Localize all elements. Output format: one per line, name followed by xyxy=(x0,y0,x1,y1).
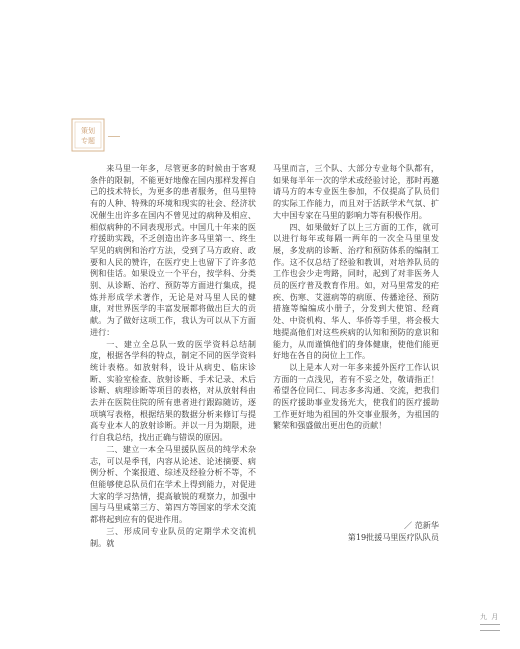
signature xyxy=(273,520,439,543)
seal-rule xyxy=(108,136,120,137)
paragraph: 来马里一年多，尽管更多的时候由于客观条件的限制，不能更好地像在国内那样发挥自己的技术特长，为更多的患者服务，但马里特有的人种、特殊的环境和现实的社会、经济状况催生出许多在国内不曾见过的病种及相应、相似病种的不同表现形式。中国几十年来的医疗援助实践，不乏创造出许多马里第一、终生罕见的病例和治疗方法，受到了马方政府、政要和人民的赞许，在医疗史上也留下了许多范例和佳话。如果设立一个平台，按学科、分类别、从诊断、治疗、预防等方面进行集成，提炼并形成学术著作，无论是对马里人民的健康，对世界医学的丰富发展都将做出巨大的贡献。为了做好这项工作，我认为可以从下方面进行： xyxy=(90,163,256,337)
paragraph: 四、如果做好了以上三方面的工作，就可以进行每年或每隔一两年的一次全马里里发展，多发病的诊断、治疗和预防体系的编制工作。这不仅总结了经验和教训，对培养队员的工作也会少走弯路，同时，起到了对非医务人员的医疗普及教育作用。如，对马里常发的疟疾、伤寒、艾滋病等的病原、传播途径、预防措施等编编成小册子，分发到大使馆、经商处、中资机构、华人、华侨等手里，将会极大地提高他们对这些疾病的认知和预防的意识和能力，从而谨慎他们的身体健康，使他们能更好地在各自的岗位上工作。 xyxy=(273,221,439,361)
corner-mark-bar xyxy=(480,624,500,631)
svg-text:专题: 专题 xyxy=(81,137,95,145)
paragraph: 马里而言，三个队、大部分专业每个队都有，如果每半年一次的学术或经验讨论，那时再邀请马方的本专业医生参加，不仅提高了队员们的实际工作能力，而且对于活跃学术气氛、扩大中国专家在马里的影响力等有积极作用。 xyxy=(273,163,439,220)
seal-graphic xyxy=(71,118,105,152)
paragraph: 以上是本人对一年多来援外医疗工作认识方面的一点浅见，若有不妥之处，敬请指正！希望各位同仁、同志多多沟通、交流，把我们的医疗援助事业发扬光大，使我们的医疗援助工作更好地为祖国的外交事业服务，为祖国的繁荣和强盛做出更出色的贡献！ xyxy=(273,361,439,431)
author-name: ／ 范新华 xyxy=(404,520,439,530)
paragraph: 二、建立一本全马里援队医员的纯学术杂志，可以是季刊，内容从论述、论述摘要、病例分析、个案报道、综述及经验分析不等，不但能够使总队员们在学术上得到能力，对促进大家的学习热情，提高敏锐的观察力，加强中国与马里咸第三方、第四方等国家的学术交流都将起到应有的促进作用。 xyxy=(90,443,256,525)
paragraph: 一、建立全总队一致的医学资料总结制度，根据各学科的特点，制定不同的医学资料统计表格。如放射科，设计从病史、临床诊断、实验室检查、放射诊断、手术记录、术后诊断、病理诊断等项目的表格，对从放射科由去并在医院住院的所有患者进行跟踪随访，逐项填写表格，根据结果的数据分析来修订与提高专业本人的放射诊断。并以一月为期限，进行自我总结，找出正确与错误的原因。 xyxy=(90,338,256,443)
svg-text:策划: 策划 xyxy=(81,127,95,135)
right-column xyxy=(273,163,439,432)
author-affiliation: 第19批援马里医疗队队员 xyxy=(347,531,439,542)
paragraph: 三、形成同专业队员的定期学术交流机制。就 xyxy=(90,525,256,548)
left-column xyxy=(90,163,256,549)
page-corner-mark xyxy=(480,613,506,635)
seal-logo-icon xyxy=(71,118,105,152)
corner-mark-text: 九 月 xyxy=(480,613,500,621)
